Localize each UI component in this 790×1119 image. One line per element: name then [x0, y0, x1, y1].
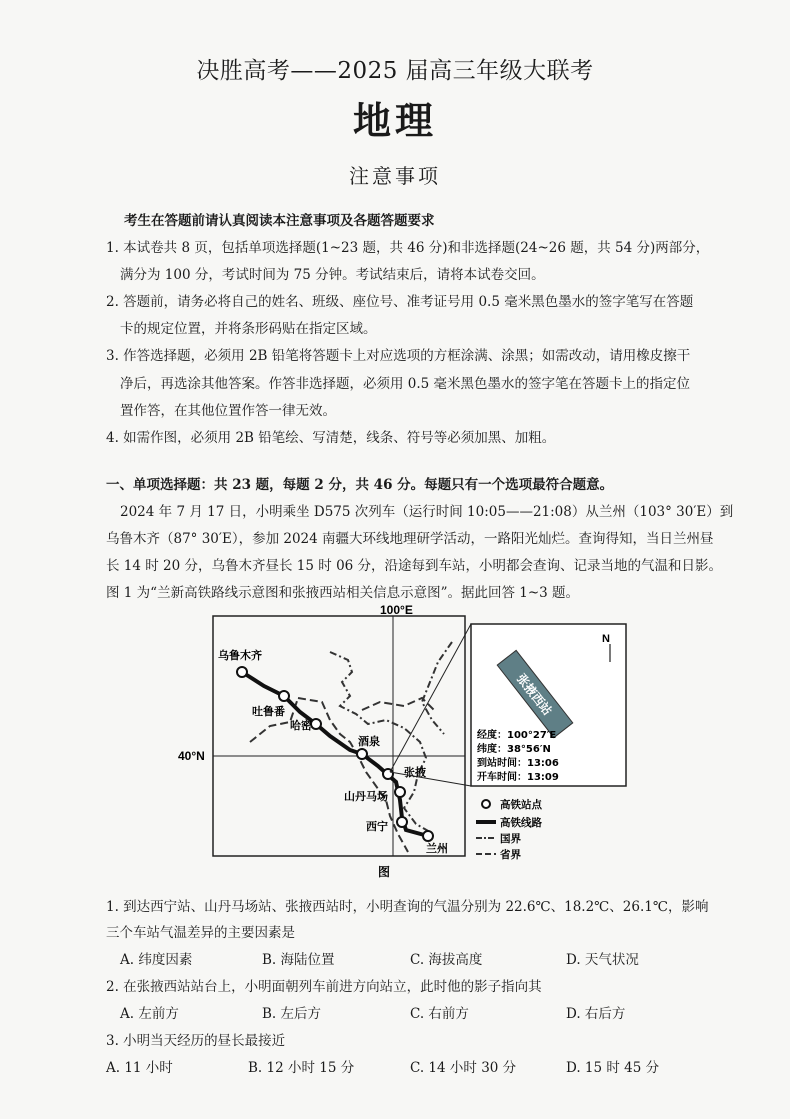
instruction-2-line-1: 2. 答题前，请务必将自己的姓名、班级、座位号、准考证号用 0.5 毫米黑色墨水的签字笔写在答题 — [106, 294, 694, 310]
label-lanzhou: 兰州 — [426, 842, 448, 855]
q1-option-c: C. 海拔高度 — [410, 952, 483, 968]
section-1-para-line-2: 乌鲁木齐（87° 30′E），参加 2024 南疆大环线地理研学活动，一路阳光灿烂。查询得知，当日兰州昼 — [106, 531, 714, 547]
label-urumqi: 乌鲁木齐 — [218, 649, 262, 662]
q2-option-b: B. 左后方 — [262, 1006, 322, 1022]
q3-option-c: C. 14 小时 30 分 — [410, 1060, 517, 1076]
exam-title: 决胜高考——2025 届高三年级大联考 — [196, 58, 594, 84]
instruction-4-line-1: 4. 如需作图，必须用 2B 铅笔绘、写清楚，线条、符号等必须加黑、加粗。 — [106, 430, 556, 446]
label-hami: 哈密 — [290, 719, 312, 732]
q3-option-b: B. 12 小时 15 分 — [248, 1060, 355, 1076]
question-3: 3. 小明当天经历的昼长最接近 — [106, 1033, 286, 1049]
q2-option-c: C. 右前方 — [410, 1006, 469, 1022]
question-1-line-1: 1. 到达西宁站、山丹马场站、张掖西站时，小明查询的气温分别为 22.6℃、18.2℃、26.1℃，影响 — [106, 899, 709, 915]
station-shandan — [395, 787, 405, 797]
station-hami — [311, 719, 321, 729]
legend-provincial-border: 省界 — [500, 849, 521, 861]
provincial-border-north — [362, 698, 436, 712]
legend-station: 高铁站点 — [500, 799, 542, 811]
label-zhangye: 张掖 — [404, 766, 426, 779]
q1-option-a: A. 纬度因素 — [120, 952, 193, 968]
station-turpan — [279, 691, 289, 701]
label-shandan: 山丹马场 — [344, 790, 388, 803]
q3-option-a: A. 11 小时 — [106, 1060, 173, 1076]
question-1-line-2: 三个车站气温差异的主要因素是 — [106, 925, 295, 941]
north-label: N — [602, 633, 610, 645]
q3-option-d: D. 15 时 45 分 — [566, 1060, 660, 1076]
inset-connector-top — [390, 624, 471, 772]
instructions-intro: 考生在答题前请认真阅读本注意事项及各题答题要求 — [124, 213, 435, 229]
label-xining: 西宁 — [366, 820, 388, 833]
instruction-3-line-3: 置作答，在其他位置作答一律无效。 — [120, 403, 336, 419]
station-jiuquan — [357, 749, 367, 759]
parallel-label: 40°N — [178, 749, 205, 763]
legend-rail: 高铁线路 — [500, 817, 542, 829]
inset-connector-bottom — [390, 772, 471, 786]
instruction-1-line-2: 满分为 100 分，考试时间为 75 分钟。考试结束后，请将本试卷交回。 — [120, 267, 545, 283]
station-xining — [397, 817, 407, 827]
instruction-3-line-2: 净后，再选涂其他答案。作答非选择题，必须用 0.5 毫米黑色墨水的签字笔在答题卡上的指定位 — [120, 376, 691, 392]
q1-option-d: D. 天气状况 — [566, 952, 639, 968]
q2-option-d: D. 右后方 — [566, 1006, 626, 1022]
question-2: 2. 在张掖西站站台上，小明面朝列车前进方向站立，此时他的影子指向其 — [106, 979, 542, 995]
section-1-para-line-4: 图 1 为“兰新高铁路线示意图和张掖西站相关信息示意图”。据此回答 1~3 题。 — [106, 585, 580, 601]
station-lanzhou — [423, 831, 433, 841]
station-zhangye — [383, 769, 393, 779]
label-jiuquan: 酒泉 — [358, 735, 380, 748]
q2-option-a: A. 左前方 — [120, 1006, 179, 1022]
info-arrival: 到站时间：13:06 — [477, 758, 559, 769]
section-1-para-line-1: 2024 年 7 月 17 日，小明乘坐 D575 次列车（运行时间 10:05——21:08）从兰州（103° 30′E）到 — [120, 504, 734, 520]
lanxin-railway-map — [178, 602, 660, 882]
label-turpan: 吐鲁番 — [252, 705, 285, 718]
station-urumqi — [237, 667, 247, 677]
instruction-3-line-1: 3. 作答选择题，必须用 2B 铅笔将答题卡上对应选项的方框涂满、涂黑；如需改动，请用橡皮擦干 — [106, 348, 691, 364]
meridian-label: 100°E — [380, 603, 413, 617]
instruction-1-line-1: 1. 本试卷共 8 页，包括单项选择题(1~23 题，共 46 分)和非选择题(24~26 题，共 54 分)两部分， — [106, 240, 710, 256]
national-border-east — [422, 642, 452, 734]
notice-heading: 注意事项 — [349, 164, 441, 188]
section-1-heading: 一、单项选择题：共 23 题，每题 2 分，共 46 分。每题只有一个选项最符合题意。 — [106, 477, 614, 493]
info-longitude: 经度：100°27′E — [477, 730, 557, 741]
figure-caption: 图 — [378, 865, 391, 879]
section-1-para-line-3: 长 14 时 20 分，乌鲁木齐昼长 15 时 06 分，沿途每到车站，小明都会查询、记录当地的气温和日影。 — [106, 558, 723, 574]
instruction-2-line-2: 卡的规定位置，并将条形码贴在指定区域。 — [120, 321, 377, 337]
info-latitude: 纬度：38°56′N — [477, 744, 551, 755]
national-border — [330, 652, 430, 832]
subject-title: 地理 — [352, 98, 437, 143]
legend-national-border: 国界 — [500, 833, 521, 845]
station-sign-text: 张掖西站 — [513, 671, 555, 718]
legend-station-icon — [482, 800, 490, 808]
q1-option-b: B. 海陆位置 — [262, 952, 335, 968]
info-departure: 开车时间：13:09 — [477, 772, 559, 783]
